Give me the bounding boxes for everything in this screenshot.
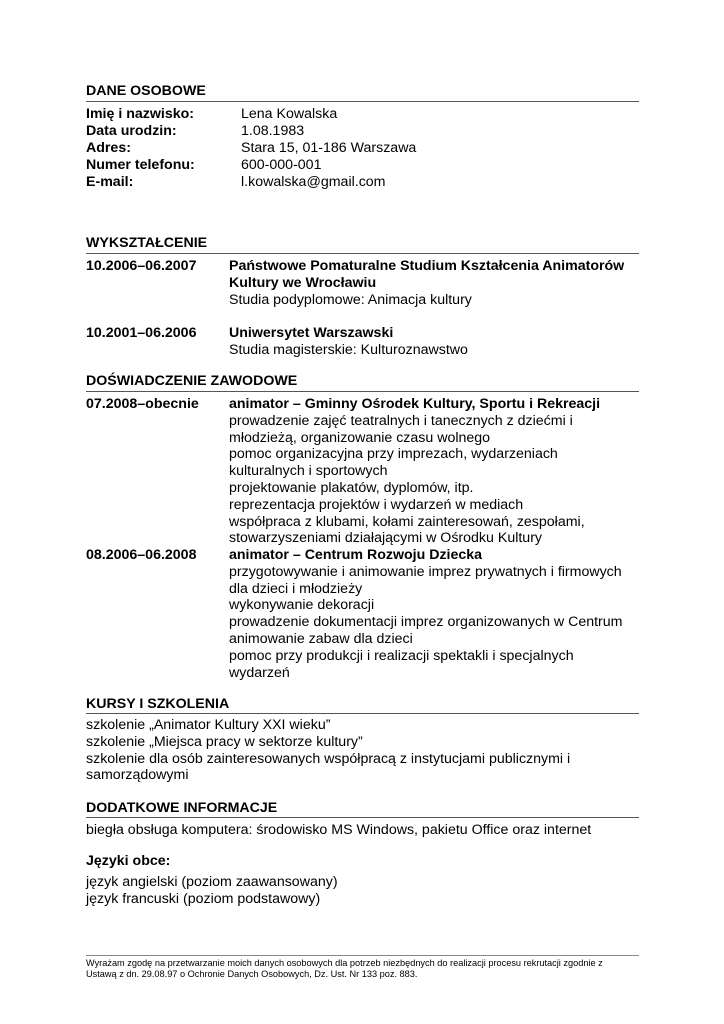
value-phone: 600-000-001 — [241, 157, 322, 173]
section-rule — [86, 101, 639, 102]
course-item: szkolenie „Animator Kultury XXI wieku” — [86, 717, 331, 733]
education-detail: Studia podyplomowe: Animacja kultury — [229, 291, 472, 308]
section-heading-experience: DOŚWIADCZENIE ZAWODOWE — [86, 373, 298, 389]
label-birthdate: Data urodzin: — [86, 123, 177, 139]
experience-line: wydarzeń — [229, 664, 290, 681]
section-rule — [86, 817, 639, 818]
experience-line: pomoc przy produkcji i realizacji spektakli i specjalnych — [229, 647, 574, 664]
label-phone: Numer telefonu: — [86, 157, 195, 173]
experience-line: wykonywanie dekoracji — [229, 597, 375, 614]
experience-title: animator – Gminny Ośrodek Kultury, Sportu i Rekreacji — [229, 396, 601, 412]
section-heading-additional: DODATKOWE INFORMACJE — [86, 800, 278, 816]
section-rule — [86, 253, 639, 254]
consent-line: Wyrażam zgodę na przetwarzanie moich danych osobowych dla potrzeb niezbędnych do realizacji procesu rekrutacji zgodnie z — [86, 958, 603, 968]
languages-list — [86, 874, 338, 908]
education-dates: 10.2001–06.2006 — [86, 325, 197, 341]
consent-line: Ustawą z dn. 29.08.97 o Ochronie Danych Osobowych, Dz. Ust. Nr 133 poz. 883. — [86, 969, 418, 979]
experience-dates: 07.2008–obecnie — [86, 396, 199, 412]
experience-line: pomoc organizacyjna przy imprezach, wydarzeniach — [229, 446, 558, 463]
experience-line: prowadzenie zajęć teatralnych i tanecznych z dziećmi i — [229, 412, 573, 429]
education-title: Państwowe Pomaturalne Studium Kształcenia Animatorów — [229, 258, 625, 274]
courses-list — [86, 717, 570, 784]
experience-title: animator – Centrum Rozwoju Dziecka — [229, 547, 483, 563]
course-item: samorządowymi — [86, 767, 189, 784]
experience-line: współpraca z klubami, kołami zainteresowań, zespołami, — [229, 513, 585, 530]
experience-line: stowarzyszeniami działającymi w Ośrodku Kultury — [229, 530, 543, 547]
education-dates: 10.2006–06.2007 — [86, 258, 197, 274]
consent-clause — [86, 958, 603, 980]
education-detail: Studia magisterskie: Kulturoznawstwo — [229, 341, 468, 358]
section-heading-courses: KURSY I SZKOLENIA — [86, 696, 230, 712]
label-email: E-mail: — [86, 174, 134, 190]
experience-line: przygotowywanie i animowanie imprez prywatnych i firmowych — [229, 563, 622, 580]
experience-line: animowanie zabaw dla dzieci — [229, 630, 413, 647]
education-entry — [229, 325, 649, 359]
experience-line: reprezentacja projektów i wydarzeń w mediach — [229, 496, 524, 513]
label-address: Adres: — [86, 140, 131, 156]
value-address: Stara 15, 01-186 Warszawa — [241, 140, 417, 156]
education-entry — [229, 258, 649, 308]
course-item: szkolenie dla osób zainteresowanych współpracą z instytucjami publicznymi i — [86, 750, 571, 767]
computer-skills: biegła obsługa komputera: środowisko MS Windows, pakietu Office oraz internet — [86, 822, 592, 838]
label-name: Imię i nazwisko: — [86, 106, 195, 122]
section-rule — [86, 713, 639, 714]
language-item: język francuski (poziom podstawowy) — [86, 890, 321, 907]
value-email: l.kowalska@gmail.com — [241, 174, 386, 190]
section-rule — [86, 391, 639, 392]
experience-line: kulturalnych i sportowych — [229, 463, 388, 480]
value-name: Lena Kowalska — [241, 106, 338, 122]
course-item: szkolenie „Miejsca pracy w sektorze kultury” — [86, 733, 363, 750]
experience-entry — [229, 396, 649, 547]
education-title: Uniwersytet Warszawski — [229, 325, 394, 341]
experience-line: młodzieżą, organizowanie czasu wolnego — [229, 429, 491, 446]
experience-line: projektowanie plakatów, dyplomów, itp. — [229, 479, 474, 496]
experience-entry — [229, 547, 649, 681]
section-heading-personal: DANE OSOBOWE — [86, 83, 206, 99]
value-birthdate: 1.08.1983 — [241, 123, 305, 139]
experience-dates: 08.2006–06.2008 — [86, 547, 197, 563]
experience-line: dla dzieci i młodzieży — [229, 580, 363, 597]
education-title: Kultury we Wrocławiu — [229, 274, 377, 291]
section-heading-education: WYKSZTAŁCENIE — [86, 235, 208, 251]
footer-rule — [86, 955, 639, 956]
language-item: język angielski (poziom zaawansowany) — [86, 874, 338, 890]
languages-heading: Języki obce: — [86, 853, 171, 869]
experience-line: prowadzenie dokumentacji imprez organizowanych w Centrum — [229, 614, 623, 631]
